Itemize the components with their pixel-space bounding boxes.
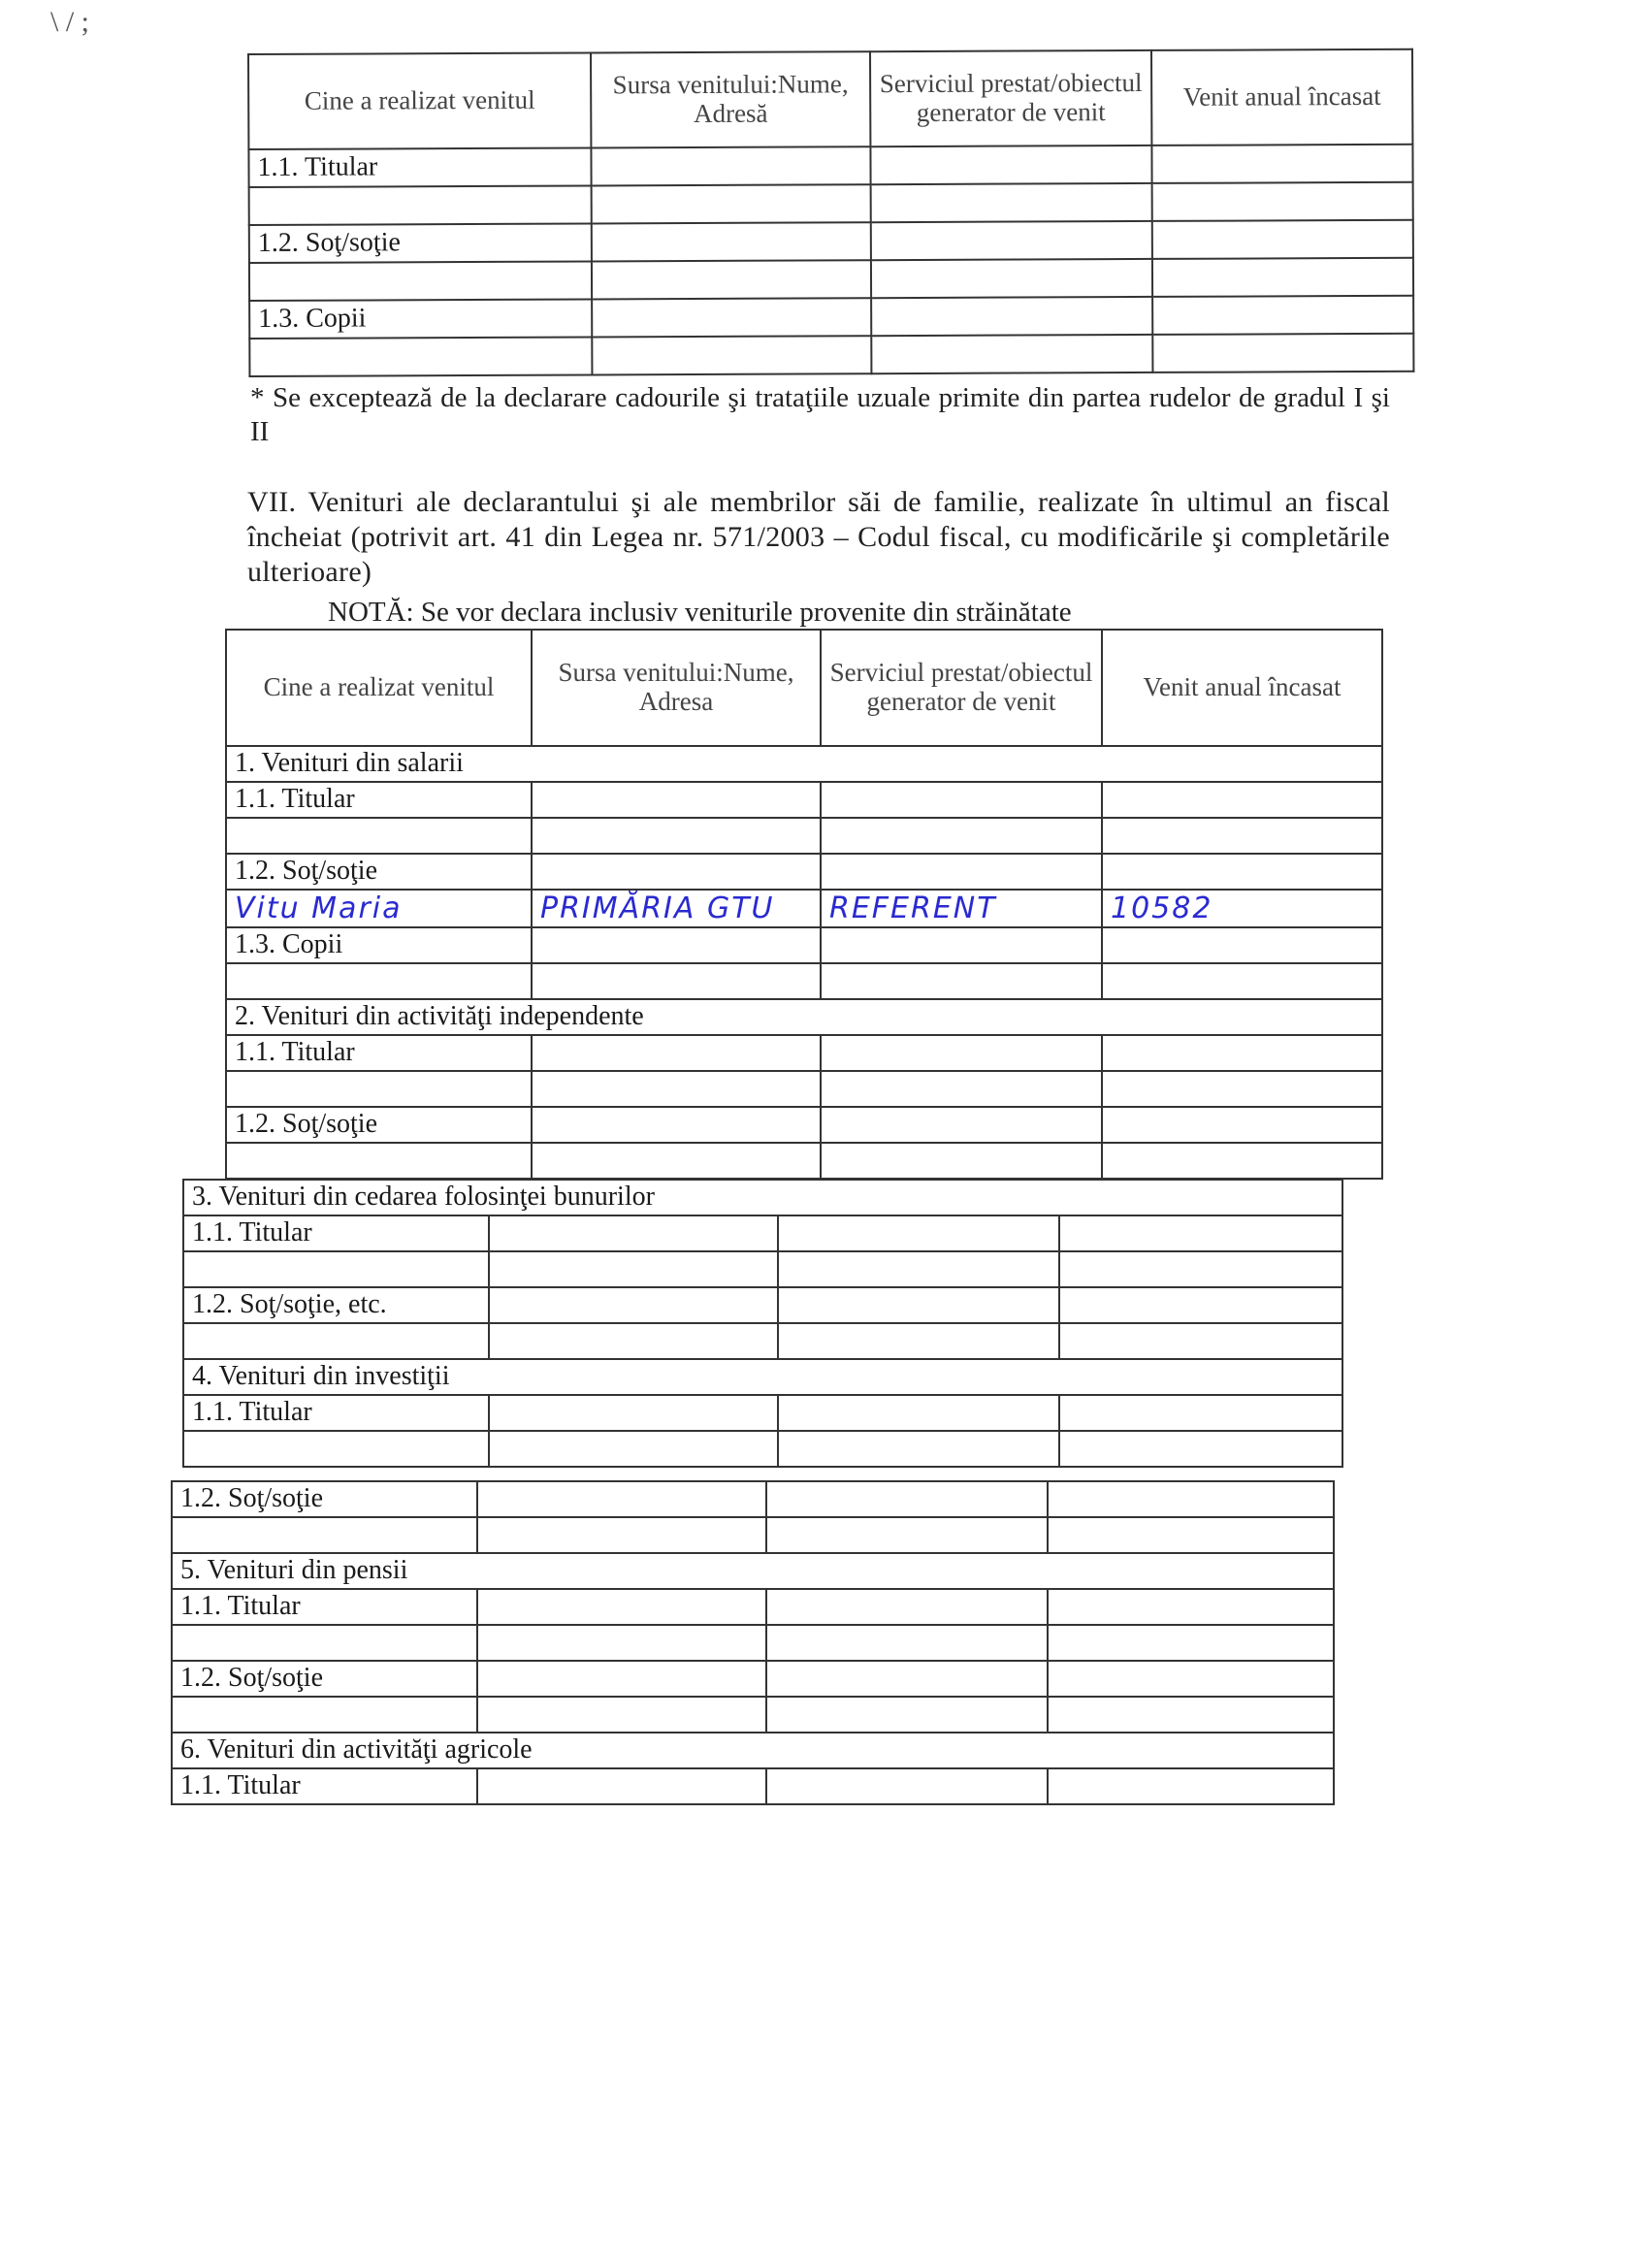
cell[interactable] <box>1152 258 1413 297</box>
cell[interactable] <box>592 184 871 223</box>
handwritten-name[interactable]: Vitu Maria <box>226 890 532 927</box>
header-source: Sursa venitului:Nume, Adresă <box>591 51 870 147</box>
section-title-investments: 4. Venituri din investiţii <box>183 1359 1342 1395</box>
cell[interactable] <box>532 818 821 854</box>
cell[interactable] <box>766 1661 1048 1697</box>
cell[interactable] <box>1102 1035 1382 1071</box>
cell[interactable] <box>821 782 1102 818</box>
cell[interactable] <box>249 337 592 376</box>
cell[interactable] <box>1102 818 1382 854</box>
cell[interactable] <box>778 1251 1059 1287</box>
cell[interactable] <box>1059 1431 1342 1467</box>
cell[interactable] <box>249 185 592 225</box>
handwritten-source[interactable]: PRIMĂRIA GTU <box>532 890 821 927</box>
cell[interactable] <box>477 1697 766 1733</box>
cell[interactable] <box>1059 1395 1342 1431</box>
cell[interactable] <box>489 1251 778 1287</box>
gifts-table <box>247 49 1414 377</box>
cell[interactable] <box>172 1697 477 1733</box>
row-label-copii: 1.3. Copii <box>226 927 532 963</box>
cell[interactable] <box>477 1481 766 1517</box>
cell[interactable] <box>532 782 821 818</box>
row-label-titular: 1.1. Titular <box>248 147 591 187</box>
cell[interactable] <box>532 1143 821 1179</box>
cell[interactable] <box>532 1035 821 1071</box>
cell[interactable] <box>871 259 1152 298</box>
nota-text: NOTĂ: Se vor declara inclusiv veniturile provenite din străinătate <box>328 597 1072 628</box>
cell[interactable] <box>489 1287 778 1323</box>
cell[interactable] <box>226 1143 532 1179</box>
cell[interactable] <box>1048 1517 1334 1553</box>
cell[interactable] <box>821 927 1102 963</box>
cell[interactable] <box>477 1589 766 1625</box>
cell[interactable] <box>778 1215 1059 1251</box>
cell[interactable] <box>766 1589 1048 1625</box>
cell[interactable] <box>226 963 532 999</box>
header-service: Serviciul prestat/obiectul generator de venit <box>870 50 1151 146</box>
cell[interactable] <box>1102 782 1382 818</box>
cell[interactable] <box>592 222 871 261</box>
section-title-agriculture: 6. Venituri din activităţi agricole <box>172 1733 1334 1768</box>
row-label-titular: 1.1. Titular <box>226 782 532 818</box>
header-income: Venit anual încasat <box>1102 630 1382 746</box>
cell[interactable] <box>489 1323 778 1359</box>
income-table <box>225 629 1383 1180</box>
handwritten-service[interactable]: REFERENT <box>821 890 1102 927</box>
cell[interactable] <box>1152 182 1413 221</box>
cell[interactable] <box>870 146 1151 184</box>
cell[interactable] <box>766 1768 1048 1804</box>
cell[interactable] <box>1059 1251 1342 1287</box>
cell[interactable] <box>1048 1625 1334 1661</box>
cell[interactable] <box>172 1517 477 1553</box>
cell[interactable] <box>1102 854 1382 890</box>
cell[interactable] <box>1048 1661 1334 1697</box>
cell[interactable] <box>1152 334 1413 373</box>
row-label-titular: 1.1. Titular <box>183 1215 489 1251</box>
cell[interactable] <box>477 1517 766 1553</box>
cell[interactable] <box>1048 1589 1334 1625</box>
cell[interactable] <box>821 818 1102 854</box>
cell[interactable] <box>489 1395 778 1431</box>
cell[interactable] <box>1152 296 1413 335</box>
cell[interactable] <box>172 1625 477 1661</box>
cell[interactable] <box>1102 927 1382 963</box>
cell[interactable] <box>766 1625 1048 1661</box>
cell[interactable] <box>226 1071 532 1107</box>
cell[interactable] <box>821 1143 1102 1179</box>
cell[interactable] <box>532 1107 821 1143</box>
cell[interactable] <box>249 261 592 301</box>
header-who: Cine a realizat venitul <box>226 630 532 746</box>
cell[interactable] <box>183 1323 489 1359</box>
cell[interactable] <box>489 1215 778 1251</box>
header-source: Sursa venitului:Nume, Adresa <box>532 630 821 746</box>
cell[interactable] <box>1059 1323 1342 1359</box>
section-vii-heading: VII. Venituri ale declarantului şi ale membrilor săi de familie, realizate în ultimul an fiscal încheiat (potrivit art. 41 din Legea nr. 571/2003 – Codul fiscal, cu modificările şi completările ulterioare) <box>247 486 1390 588</box>
row-label-titular: 1.1. Titular <box>172 1768 477 1804</box>
row-label-sot: 1.2. Soţ/soţie <box>172 1661 477 1697</box>
cell[interactable] <box>778 1323 1059 1359</box>
section-title-property-use: 3. Venituri din cedarea folosinţei bunurilor <box>183 1180 1342 1215</box>
row-label-titular: 1.1. Titular <box>172 1589 477 1625</box>
cell[interactable] <box>532 854 821 890</box>
cell[interactable] <box>871 221 1152 260</box>
cell[interactable] <box>778 1395 1059 1431</box>
cell[interactable] <box>489 1431 778 1467</box>
income-table-continued <box>182 1179 1343 1468</box>
cell[interactable] <box>766 1481 1048 1517</box>
cell[interactable] <box>532 927 821 963</box>
cell[interactable] <box>871 183 1152 222</box>
cell[interactable] <box>1102 1071 1382 1107</box>
header-service: Serviciul prestat/obiectul generator de venit <box>821 630 1102 746</box>
cell[interactable] <box>821 1107 1102 1143</box>
cell[interactable] <box>592 298 871 337</box>
cell[interactable] <box>821 854 1102 890</box>
row-label-sot: 1.2. Soţ/soţie <box>249 223 592 263</box>
cell[interactable] <box>1152 220 1413 259</box>
cell[interactable] <box>1151 145 1412 183</box>
cell[interactable] <box>1048 1768 1334 1804</box>
row-label-titular: 1.1. Titular <box>183 1395 489 1431</box>
income-table-final <box>171 1480 1335 1805</box>
cell[interactable] <box>871 297 1152 336</box>
row-label-sot: 1.2. Soţ/soţie <box>172 1481 477 1517</box>
cell[interactable] <box>477 1625 766 1661</box>
cell[interactable] <box>1048 1481 1334 1517</box>
cell[interactable] <box>477 1768 766 1804</box>
cell[interactable] <box>591 146 870 185</box>
cell[interactable] <box>1102 1143 1382 1179</box>
cell[interactable] <box>821 1071 1102 1107</box>
cell[interactable] <box>1059 1287 1342 1323</box>
cell[interactable] <box>766 1697 1048 1733</box>
header-income: Venit anual încasat <box>1151 49 1412 146</box>
cell[interactable] <box>226 818 532 854</box>
cell[interactable] <box>778 1431 1059 1467</box>
cell[interactable] <box>1048 1697 1334 1733</box>
row-label-titular: 1.1. Titular <box>226 1035 532 1071</box>
cell[interactable] <box>778 1287 1059 1323</box>
cell[interactable] <box>183 1251 489 1287</box>
cell[interactable] <box>1059 1215 1342 1251</box>
cell[interactable] <box>183 1431 489 1467</box>
section-title-salaries: 1. Venituri din salarii <box>226 746 1382 782</box>
row-label-sot: 1.2. Soţ/soţie, etc. <box>183 1287 489 1323</box>
row-label-copii: 1.3. Copii <box>249 299 592 339</box>
row-label-sot: 1.2. Soţ/soţie <box>226 1107 532 1143</box>
section-title-independent: 2. Venituri din activităţi independente <box>226 999 1382 1035</box>
footnote: * Se exceptează de la declarare cadourile şi trataţiile uzuale primite din partea rudelor de gradul I şi II <box>250 382 1390 447</box>
cell[interactable] <box>477 1661 766 1697</box>
header-who: Cine a realizat venitul <box>248 52 591 149</box>
cell[interactable] <box>1102 963 1382 999</box>
cell[interactable] <box>821 963 1102 999</box>
cell[interactable] <box>821 1035 1102 1071</box>
cell[interactable] <box>532 1071 821 1107</box>
cell[interactable] <box>1102 1107 1382 1143</box>
row-label-sot: 1.2. Soţ/soţie <box>226 854 532 890</box>
cell[interactable] <box>766 1517 1048 1553</box>
section-title-pensions: 5. Venituri din pensii <box>172 1553 1334 1589</box>
cell[interactable] <box>592 336 871 374</box>
cell[interactable] <box>532 963 821 999</box>
cell[interactable] <box>592 260 871 299</box>
corner-mark: \ / ; <box>50 6 90 38</box>
handwritten-income[interactable]: 10582 <box>1102 890 1382 927</box>
cell[interactable] <box>871 335 1152 373</box>
